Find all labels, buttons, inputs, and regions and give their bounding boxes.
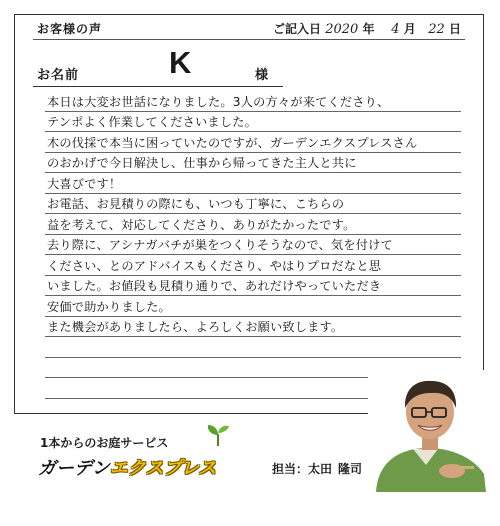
staff-photo (368, 370, 490, 492)
header-divider (33, 39, 465, 40)
customer-name: K (169, 45, 192, 80)
staff-given-name: 隆司 (338, 462, 363, 476)
date-year-unit: 年 (362, 22, 375, 36)
message-line: また機会がありましたら、よろしくお願い致します。 (45, 317, 461, 338)
message-line: 益を考えて、対応してくださり、ありがたかったです。 (45, 214, 461, 235)
brand-logo (38, 454, 216, 480)
brand-name-part2: エクスプレス (109, 458, 217, 479)
message-line: テンポよく作業してくださいました。 (45, 112, 461, 133)
message-line: 大喜びです！ (45, 173, 461, 194)
brand-tagline: 1本からのお庭サービス (40, 436, 169, 450)
name-underline (33, 86, 283, 87)
staff-surname: 太田 (308, 462, 333, 476)
message-line (45, 337, 461, 358)
message-line: 本日は大変お世話になりました。3人の方々が来てくださり、 (45, 91, 461, 112)
honorific-suffix: 様 (255, 68, 269, 83)
date-year: 2020 (325, 22, 359, 37)
date-month: 4 (391, 22, 400, 37)
company-footer (0, 414, 500, 526)
date-day: 22 (428, 22, 445, 37)
handwritten-message (45, 91, 461, 399)
testimonial-card (14, 14, 484, 414)
date-month-unit: 月 (403, 22, 416, 36)
brand-name-part1: ガーデン (38, 458, 110, 479)
message-line: お電話、お見積りの際にも、いつも丁寧に、こちらの (45, 194, 461, 215)
staff-label: 担当： (272, 462, 309, 476)
form-title: お客様の声 (37, 22, 103, 36)
message-line: 去り際に、アシナガバチが巣をつくりそうなので、気を付けて (45, 235, 461, 256)
staff-in-charge (272, 460, 362, 477)
date-label: ご記入日 (273, 22, 322, 36)
date-day-unit: 日 (448, 22, 461, 36)
message-line: 安価で助かりました。 (45, 296, 461, 317)
entry-date (273, 20, 461, 37)
message-line: ください、とのアドバイスもくださり、やはりプロだなと思 (45, 255, 461, 276)
customer-name-row (37, 45, 467, 83)
name-label: お名前 (37, 68, 80, 83)
sprout-icon (203, 424, 233, 446)
message-line: いました。お値段も見積り通りで、あれだけやっていただき (45, 276, 461, 297)
message-line: 木の伐採で本当に困っていたのですが、ガーデンエクスプレスさん (45, 132, 461, 153)
message-line: のおかげで今日解決し、仕事から帰ってきた主人と共に (45, 153, 461, 174)
